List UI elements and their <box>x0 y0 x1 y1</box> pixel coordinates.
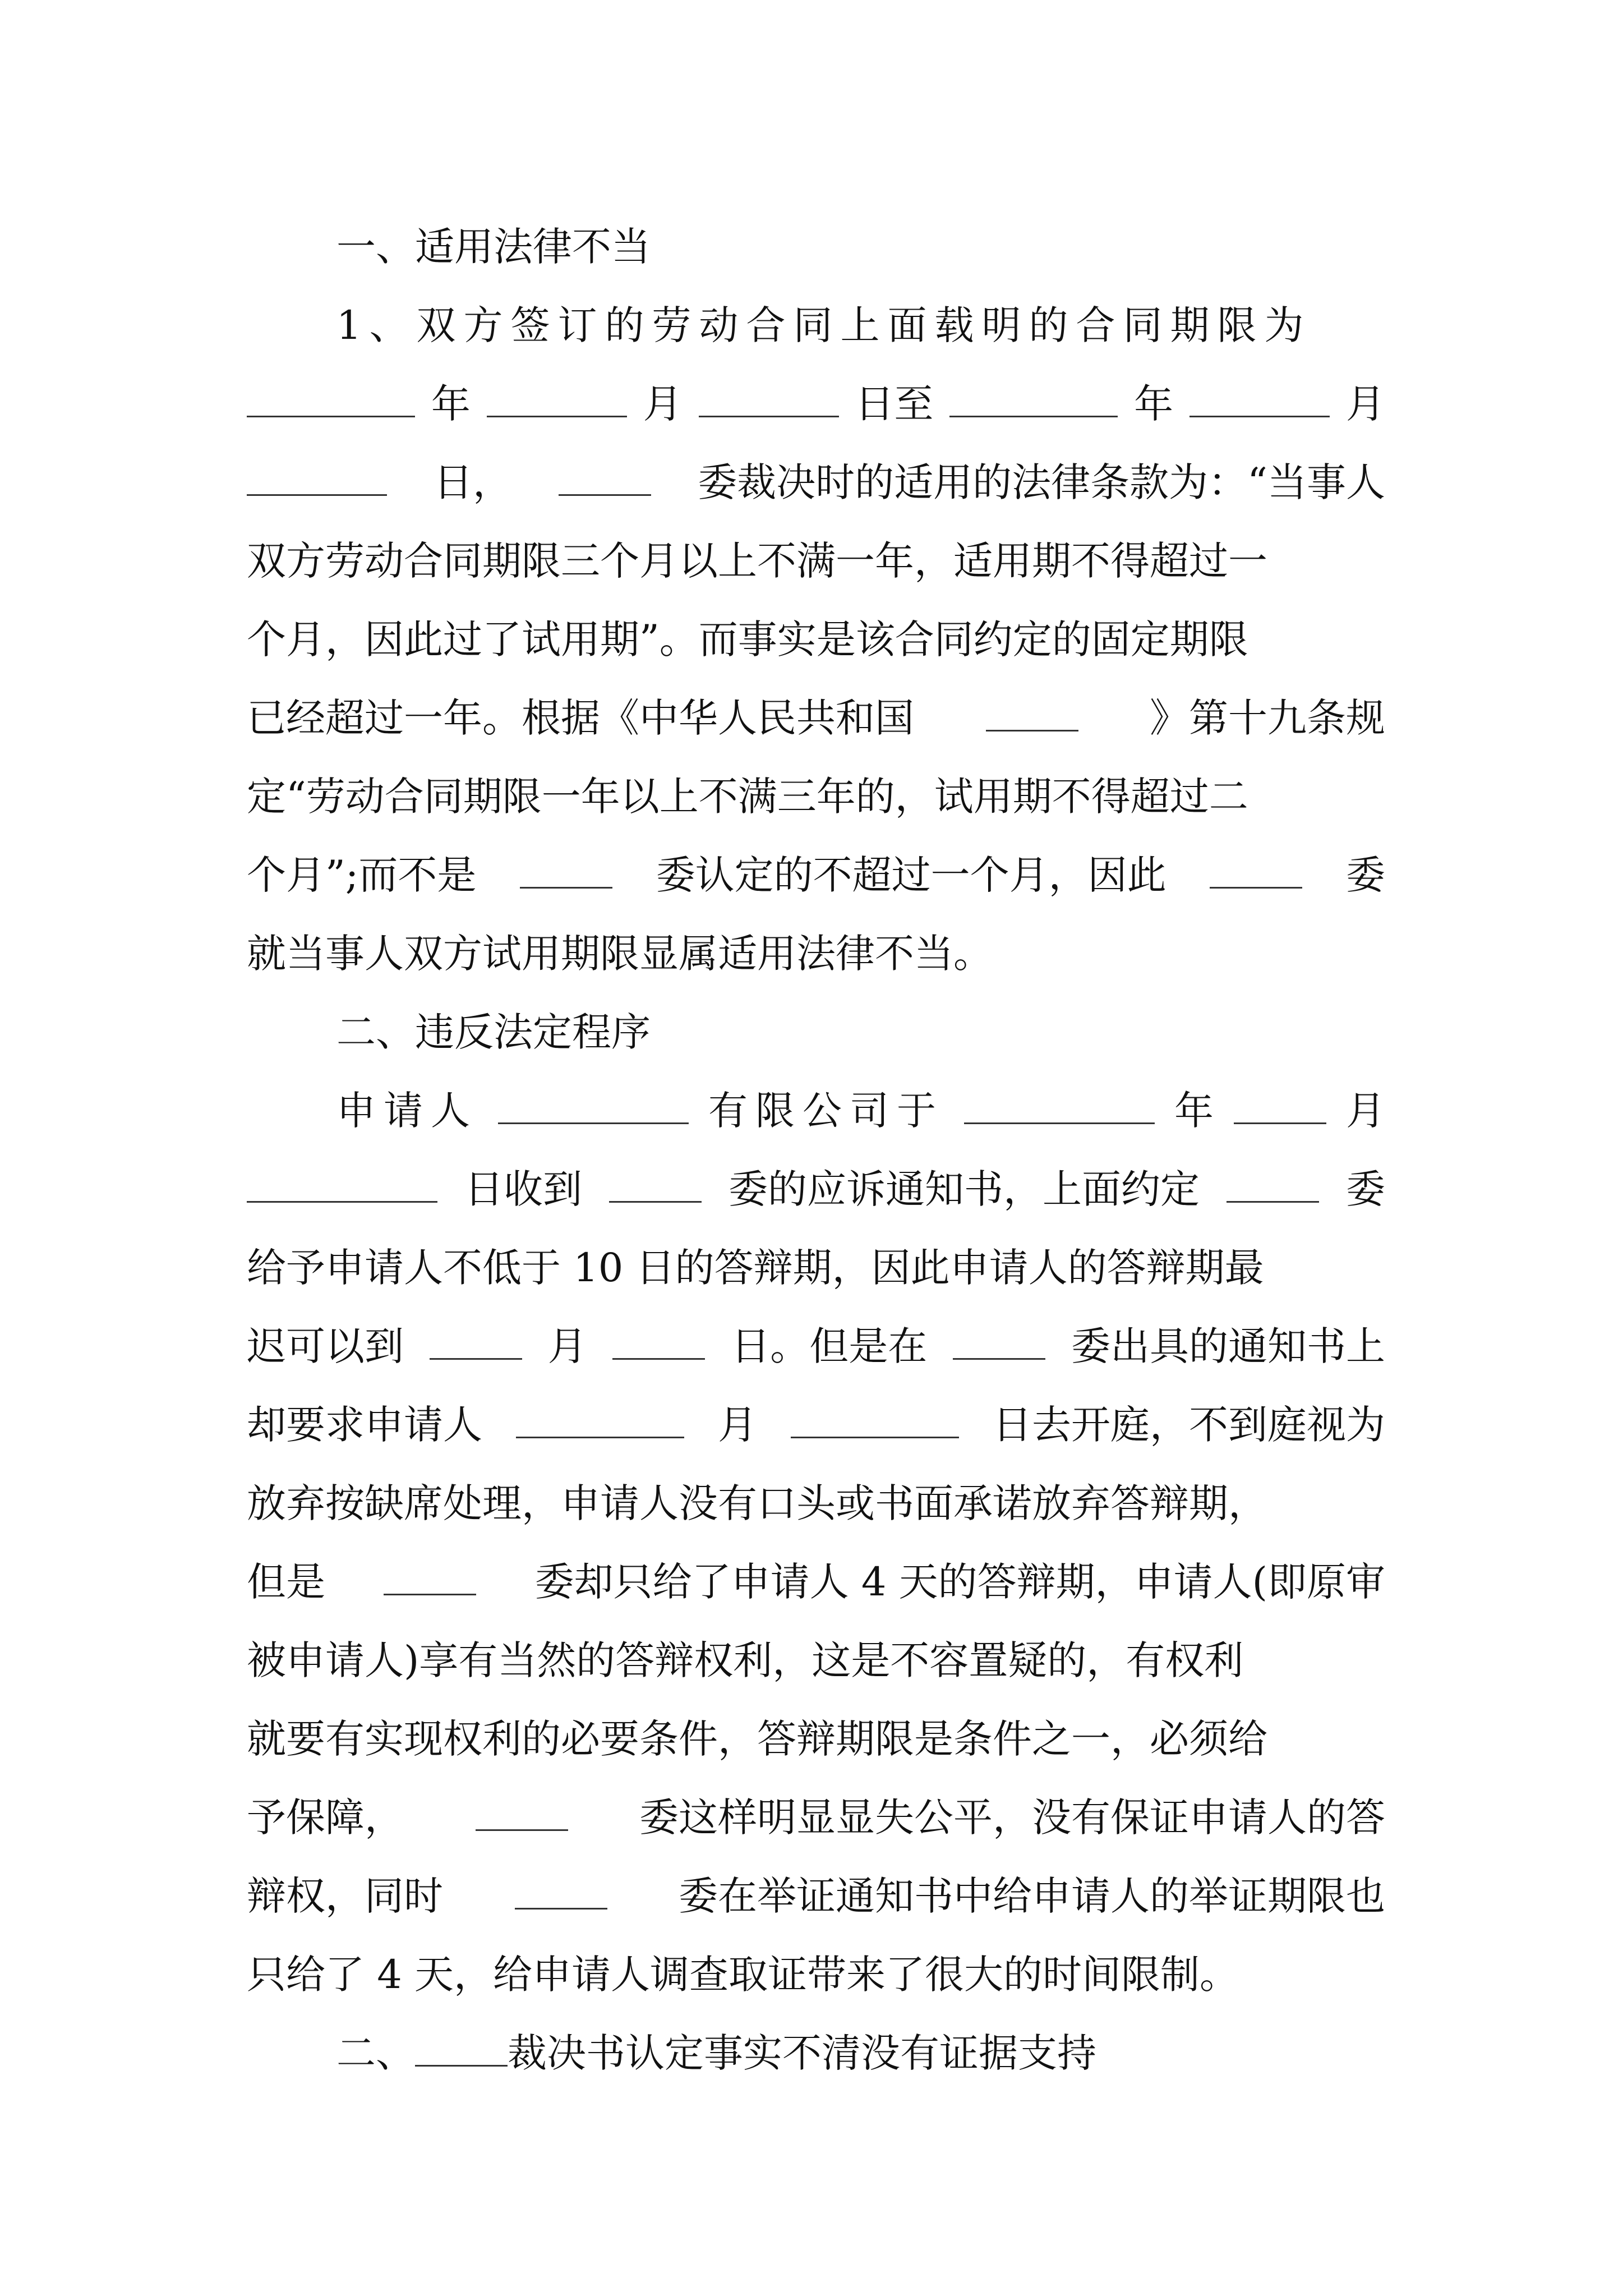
paragraph-line <box>247 286 1385 365</box>
text-run: 定“劳动合同期限一年以上不满三年的，试用期不得超过二 <box>247 774 1248 820</box>
text-run: 委在举证通知书中给申请人的举证期限也 <box>679 1873 1385 1919</box>
text-run: 个月，因此过了试用期”。而事实是该合同约定的固定期限 <box>247 616 1248 662</box>
blank-field <box>515 1875 607 1910</box>
paragraph-line <box>247 914 1385 993</box>
paragraph-line <box>247 1621 1385 1700</box>
paragraph-line <box>247 1857 1385 1935</box>
text-run: 委 <box>1346 1166 1385 1212</box>
paragraph-line <box>247 1150 1385 1228</box>
text-run: 双方劳动合同期限三个月以上不满一年，适用期不得超过一 <box>247 538 1267 584</box>
blank-field <box>609 1168 702 1203</box>
text-run: 年 <box>1174 1088 1214 1134</box>
heading-text: 裁决书认定事实不清没有证据支持 <box>508 2030 1096 2076</box>
paragraph-line <box>247 443 1385 522</box>
text-run: 已经超过一年。根据《中华人民共和国 <box>247 695 914 741</box>
text-run: 就当事人双方试用期限显属适用法律不当。 <box>247 931 993 977</box>
blank-field <box>964 1090 1155 1124</box>
text-run: 个月”;而不是 <box>247 852 477 898</box>
blank-field <box>612 1326 705 1360</box>
text-run: 年 <box>431 381 471 427</box>
blank-field <box>520 854 612 889</box>
blank-field <box>1189 383 1330 417</box>
text-run: 委的应诉通知书，上面约定 <box>728 1166 1200 1212</box>
blank-field <box>247 383 415 417</box>
heading-text: 二、违反法定程序 <box>336 1009 651 1055</box>
text-run: 月 <box>1345 381 1385 427</box>
paragraph-line <box>247 600 1385 679</box>
blank-field <box>1210 854 1302 889</box>
text-run: 委却只给了申请人 4 天的答辩期，申请人(即原审 <box>534 1559 1385 1605</box>
paragraph-line <box>247 1386 1385 1464</box>
text-run: 委这样明显显失公平，没有保证申请人的答 <box>639 1795 1385 1841</box>
paragraph-line <box>247 1307 1385 1386</box>
text-run: 放弃按缺席处理，申请人没有口头或书面承诺放弃答辩期， <box>247 1480 1267 1526</box>
blank-field <box>986 697 1078 731</box>
section-heading-1 <box>247 208 1385 286</box>
text-run: 却要求申请人 <box>247 1402 482 1448</box>
paragraph-line <box>247 757 1385 836</box>
text-run: 年 <box>1134 381 1174 427</box>
heading-text: 一、适用法律不当 <box>336 224 651 270</box>
paragraph-line <box>247 1935 1385 2014</box>
paragraph-line <box>247 836 1385 914</box>
text-run: 只给了 4 天，给申请人调查取证带来了很大的时间限制。 <box>247 1952 1239 1998</box>
text-run: 但是 <box>247 1559 325 1605</box>
paragraph-line <box>247 1778 1385 1857</box>
paragraph-line <box>247 1543 1385 1621</box>
text-run: 予保障， <box>247 1795 404 1841</box>
text-run: 委 <box>1346 852 1385 898</box>
blank-field <box>516 1404 684 1438</box>
text-run: 月 <box>643 381 683 427</box>
blank-field <box>384 1561 476 1595</box>
blank-field <box>949 383 1118 417</box>
blank-field <box>476 1797 568 1831</box>
text-run: 月 <box>1346 1088 1385 1134</box>
heading-text: 二、 <box>336 2030 415 2076</box>
text-run: 委认定的不超过一个月，因此 <box>656 852 1166 898</box>
blank-field <box>498 1090 689 1124</box>
paragraph-line <box>247 365 1385 443</box>
paragraph-line <box>247 1464 1385 1543</box>
paragraph-line <box>247 679 1385 757</box>
text-run: 日至 <box>855 381 934 427</box>
paragraph-line <box>247 1071 1385 1150</box>
text-run: 月 <box>547 1323 587 1369</box>
blank-field <box>247 462 387 496</box>
text-run: 日。但是在 <box>731 1323 928 1369</box>
text-run: 月 <box>718 1402 757 1448</box>
section-heading-3 <box>247 2014 1385 2092</box>
text-run: 迟可以到 <box>247 1323 404 1369</box>
document-page <box>247 208 1385 2092</box>
blank-field <box>559 462 651 496</box>
text-run: 辩权，同时 <box>247 1873 443 1919</box>
blank-field <box>487 383 627 417</box>
paragraph-line <box>247 1700 1385 1778</box>
blank-field <box>247 1168 437 1203</box>
section-heading-2 <box>247 993 1385 1071</box>
blank-field <box>791 1404 959 1438</box>
text-run: 1、双方签订的劳动合同上面载明的合同期限为 <box>336 302 1312 348</box>
text-run: 》第十九条规 <box>1150 695 1385 741</box>
paragraph-line <box>247 522 1385 600</box>
text-run: 日去开庭，不到庭视为 <box>993 1402 1385 1448</box>
blank-field <box>1234 1090 1326 1124</box>
text-run: 委裁决时的适用的法律条款为：“当事人 <box>698 459 1385 505</box>
paragraph-line <box>247 1228 1385 1307</box>
text-run: 有限公司于 <box>708 1088 944 1134</box>
blank-field <box>1227 1168 1319 1203</box>
text-run: 就要有实现权利的必要条件，答辩期限是条件之一，必须给 <box>247 1716 1267 1762</box>
blank-field <box>953 1326 1045 1360</box>
text-run: 日收到 <box>464 1166 582 1212</box>
text-run: 被申请人)享有当然的答辩权利，这是不容置疑的，有权利 <box>247 1637 1244 1683</box>
text-run: 委出具的通知书上 <box>1071 1323 1385 1369</box>
text-run: 申请人 <box>336 1088 478 1134</box>
blank-field <box>430 1326 522 1360</box>
blank-field <box>699 383 839 417</box>
text-run: 给予申请人不低于 10 日的答辩期，因此申请人的答辩期最 <box>247 1245 1264 1291</box>
blank-field <box>415 2032 508 2067</box>
text-run: 日， <box>434 459 513 505</box>
